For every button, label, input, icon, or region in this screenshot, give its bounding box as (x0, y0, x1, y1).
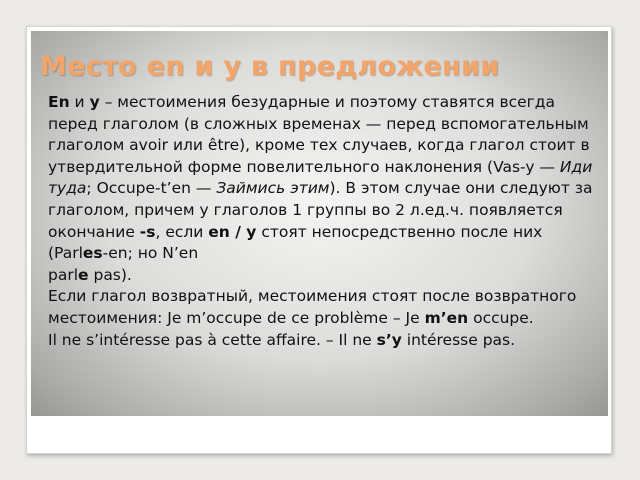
slide-body (48, 92, 604, 351)
paragraph-reflexive-verbs: Если глагол возвратный, местоимения стоят после возвратного местоимения: Je m’occupe de ce problème – Je m’en occupe. (48, 287, 577, 327)
paragraph-example: Il ne s’intéresse pas à cette affaire. – Il ne s’y intéresse pas. (48, 330, 516, 349)
paragraph-en-y-placement: En и y – местоимения безударные и поэтому ставятся всегда перед глаголом (в сложных временах — перед вспомогательным глаголом avoir или être), кроме тех случаев, когда глагол стоит в утвердительной форме повелительного наклонения (Vas-y — Иди туда; Occupe-t’en — Займись этим). В этом случае они следуют за глаголом, причем у глаголов 1 группы во 2 л.ед.ч. появляется окончание -s, если en / y стоят непосредственно после них (Parles-en; но N’en parle pas). (48, 93, 593, 284)
slide-title: Место en и y в предложении (40, 51, 500, 82)
